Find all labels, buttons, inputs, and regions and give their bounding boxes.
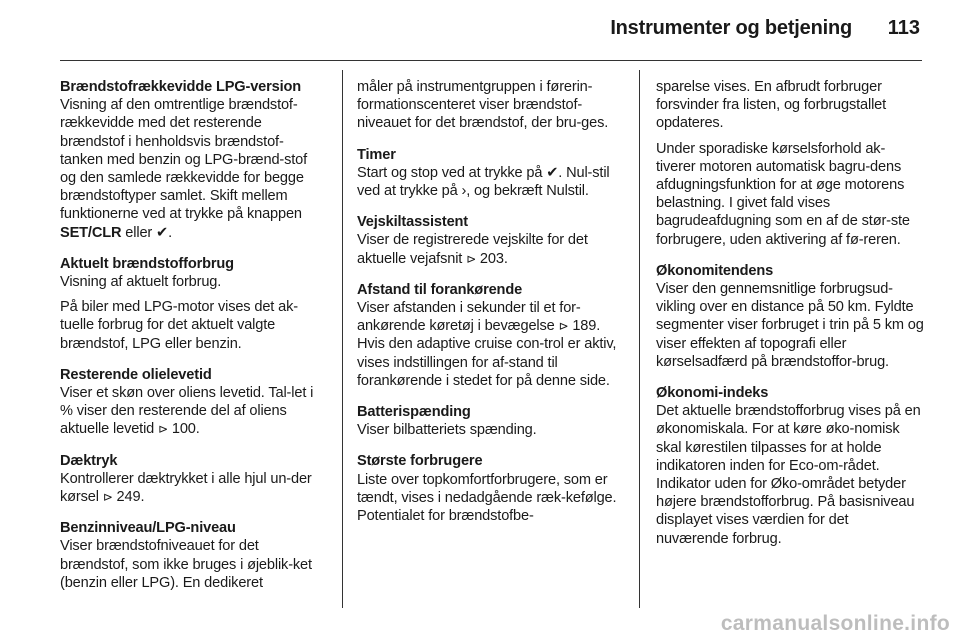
text-run: Viser bilbatteriets spænding. [357,422,537,439]
text-run: sparelse vises. En afbrudt forbruger forsvinder fra listen, og forbrugstallet opdateres. [656,79,887,132]
section [60,366,326,439]
section-heading: Resterende olielevetid [60,366,212,383]
section-heading: Benzinniveau/LPG-niveau [60,520,236,537]
paragraph [357,231,623,267]
text-run: Viser brændstofniveauet for det brændstof, som ikke bruges i øjeblik-ket (benzin eller LPG). En dedikeret [60,538,312,591]
header-divider [60,60,922,61]
text-run: Kontrollerer dæktrykket i alle hjul un-der kørsel [60,470,312,506]
page-header [0,0,960,60]
text-run: På biler med LPG-motor vises det ak-tuelle forbrug for det aktuelt valgte brændstof, LPG eller benzin. [60,299,298,352]
text-run: 189. Hvis den adaptive cruise con-trol er aktiv, vises indstillingen for af-stand til forankørende i stedet for på denne side. [357,318,617,389]
text-run: Viser den gennemsnitlige forbrugsud-vikling over en distance på 50 km. Fyldte segmenter viser forbruget i trin på 5 km og viser effekten af topografi eller kørselsadfærd på brændstoffor-brug. [656,281,924,370]
paragraph [60,273,326,291]
section [357,146,623,201]
section [656,262,924,371]
paragraph [357,421,623,439]
section-heading: Aktuelt brændstofforbrug [60,255,234,272]
paragraph [656,140,924,249]
section [357,452,623,525]
bold-label: SET/CLR [60,224,122,241]
paragraph [357,78,623,133]
section [60,452,326,507]
column-2 [357,78,623,538]
column-divider [639,70,640,608]
page-reference-icon: ⊳ [466,251,477,266]
paragraph [656,78,924,133]
text-run: Viser afstanden i sekunder til et for-ankørende køretøj i bevægelse [357,300,581,335]
text-run: Under sporadiske kørselsforhold ak-tiverer motoren automatisk bagru-dens afdugningsfunktion for at øge motorens belastning. I givet fald vises bagrudeafdugning som en af de stør-ste forbrugere, uden aktivering af fø-reren. [656,140,910,248]
section-heading: Dæktryk [60,452,118,469]
page-reference-icon: ⊳ [102,490,113,505]
paragraph [656,402,924,548]
section-heading: Brændstofrækkevidde LPG-version [60,79,302,95]
paragraph [357,164,623,200]
section-heading: Batterispænding [357,404,471,421]
section-heading: Økonomi-indeks [656,385,769,402]
paragraph [60,298,326,353]
text-run: Visning af aktuelt forbrug. [60,274,222,291]
text-run: Viser de registrerede vejskilte for det aktuelle vejafsnit [357,232,588,267]
text-run: Liste over topkomfortforbrugere, som er tændt, vises i nedadgående ræk-kefølge. Potentialet for brændstofbe- [357,471,617,525]
page-reference-icon: ⊳ [158,422,168,437]
section [60,519,326,592]
text-run: måler på instrumentgruppen i førerin-formationscenteret viser brændstof-niveauet for det brændstof, der bru-ges. [357,79,609,132]
paragraph [357,299,623,390]
page-number: 113 [887,17,920,39]
column-divider [342,70,343,608]
section [357,78,623,133]
section [357,403,623,439]
watermark: carmanualsonline.info [720,612,950,635]
section [656,78,924,249]
text-run: 249. [112,489,145,506]
paragraph [60,96,326,242]
text-run: Visning af den omtrentlige brændstof-rækkevidde med det resterende brændstof i henholdsvis brændstof-tanken med benzin og LPG-brænd-stof og den samlede rækkevidde for begge brændstoftyper samlet. Skift mellem funktionerne ved at trykke på knappen [60,97,308,223]
section-heading: Vejskiltassistent [357,214,469,231]
section-heading: Timer [357,146,396,163]
page-reference-icon: ⊳ [558,319,569,334]
text-run: 100. [167,421,200,438]
column-3 [656,78,924,561]
section-heading: Økonomitendens [656,262,774,279]
column-1 [60,78,326,605]
section-heading: Afstand til forankørende [357,281,523,298]
section-heading: Største forbrugere [357,453,483,470]
text-run: Viser et skøn over oliens levetid. Tal-let i % viser den resterende del af oliens aktuelle levetid [60,385,314,438]
page-title: Instrumenter og betjening [610,17,852,39]
text-run: Start og stop ved at trykke på ✔. Nul-stil ved at trykke på ›, og bekræft Nulstil. [357,164,610,200]
paragraph [60,470,326,506]
text-run: Det aktuelle brændstofforbrug vises på en økonomiskala. For at køre øko-nomisk skal kørestilen tilpasses for at holde indikatoren inden for Eco-om-rådet. Indikator uden for Øko-området betyder højere brændstofforbrug. På basisniveau displayet vises værdien for det nuværende forbrug. [656,403,921,547]
section [357,281,623,390]
paragraph [357,471,623,526]
text-run: eller ✔. [121,224,173,241]
text-run: 203. [476,250,508,267]
section [60,78,326,242]
paragraph [60,384,326,439]
section [60,255,326,353]
paragraph [656,280,924,371]
paragraph [60,537,326,592]
section [357,213,623,268]
section [656,384,924,548]
